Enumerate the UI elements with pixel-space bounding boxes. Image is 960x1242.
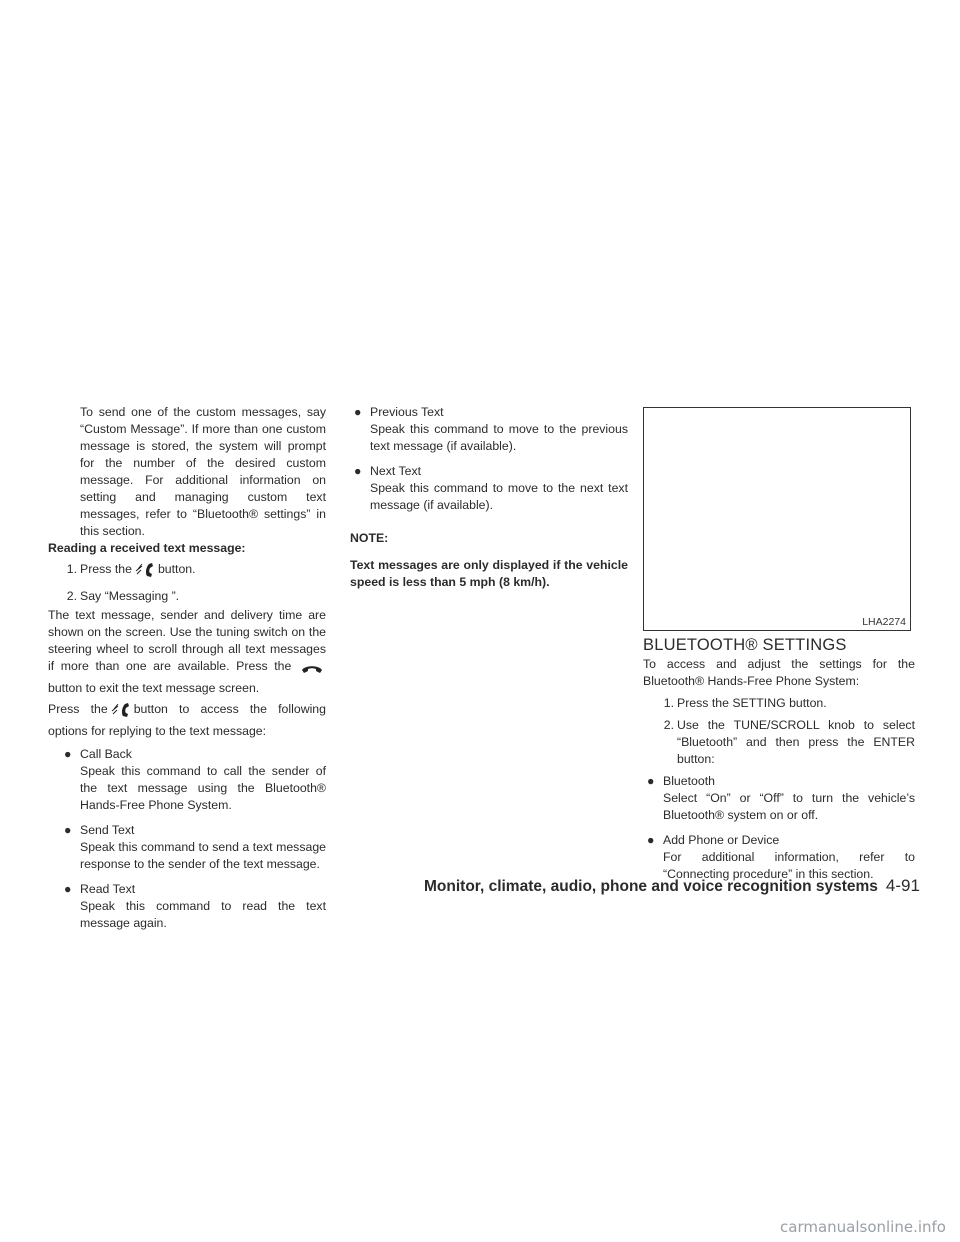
step-text: Press the SETTING button. bbox=[677, 696, 827, 710]
reading-heading: Reading a received text message: bbox=[48, 541, 246, 555]
bullet-body bbox=[80, 746, 326, 814]
message-screen-paragraph bbox=[48, 607, 326, 697]
bullet-icon: ● bbox=[64, 882, 72, 896]
footer-section-title: Monitor, climate, audio, phone and voice recognition systems bbox=[424, 878, 878, 895]
reply-options-list bbox=[48, 746, 326, 932]
settings-intro: To access and adjust the settings for the Bluetooth® Hands-Free Phone System: bbox=[643, 657, 915, 688]
list-item-send-text bbox=[60, 822, 326, 873]
bullet-icon: ● bbox=[64, 747, 72, 761]
settings-step-1 bbox=[643, 695, 915, 712]
bullet-text: Select “On” or “Off” to turn the vehicle’s Bluetooth® system on or off. bbox=[663, 791, 915, 822]
list-item-next-text bbox=[350, 463, 628, 514]
step-number: 2. bbox=[663, 718, 674, 732]
bullet-icon: ● bbox=[647, 833, 655, 847]
list-item-previous-text bbox=[350, 404, 628, 455]
para2-pre: Press the bbox=[48, 702, 108, 716]
bullet-icon: ● bbox=[354, 405, 362, 419]
bullet-text: Speak this command to send a text message response to the sender of the text message. bbox=[80, 840, 326, 871]
navigation-options-list bbox=[350, 404, 628, 514]
step-text bbox=[80, 561, 196, 583]
settings-step-2 bbox=[643, 717, 915, 768]
bullet-body bbox=[370, 404, 628, 455]
step-number: 1. bbox=[66, 562, 77, 576]
note-heading: NOTE: bbox=[350, 531, 389, 545]
step-number: 2. bbox=[66, 589, 77, 603]
section-heading: BLUETOOTH® SETTINGS bbox=[643, 636, 847, 654]
bullet-body bbox=[80, 822, 326, 873]
bullet-text: Speak this command to read the text message again. bbox=[80, 899, 326, 930]
reading-step-2 bbox=[48, 588, 326, 605]
bullet-title: Read Text bbox=[80, 882, 136, 896]
figure-frame bbox=[643, 407, 911, 631]
custom-message-paragraph: To send one of the custom messages, say “Custom Message”. If more than one custom message is stored, the system will prompt for the number of the desired custom message. For additional information on setting and managing custom text messages, refer to “Bluetooth® settings” in this section. bbox=[80, 405, 326, 538]
bullet-title: Bluetooth bbox=[663, 774, 715, 788]
note-text: Text messages are only displayed if the vehicle speed is less than 5 mph (8 km/h). bbox=[350, 558, 628, 589]
phone-talk-icon bbox=[111, 702, 131, 723]
bullet-text: For additional information, refer to “Connecting procedure” in this section. bbox=[663, 850, 915, 881]
list-item-call-back bbox=[60, 746, 326, 814]
bullet-body bbox=[80, 881, 326, 932]
page-footer bbox=[424, 876, 920, 896]
phone-hangup-icon bbox=[301, 663, 323, 680]
middle-column bbox=[350, 404, 628, 591]
bullet-text: Speak this command to call the sender of the text message using the Bluetooth® Hands-Free Phone System. bbox=[80, 764, 326, 812]
para1-post: button to exit the text message screen. bbox=[48, 681, 260, 695]
para1-text: The text message, sender and delivery time are shown on the screen. Use the tuning switch on the steering wheel to scroll through all text messages if more than one are available. Press the bbox=[48, 608, 326, 673]
bullet-title: Next Text bbox=[370, 464, 422, 478]
reading-step-1 bbox=[48, 561, 326, 583]
bullet-title: Previous Text bbox=[370, 405, 444, 419]
watermark: carmanualsonline.info bbox=[780, 1218, 946, 1236]
step-text: Say “Messaging ”. bbox=[80, 589, 180, 603]
left-column bbox=[48, 404, 326, 940]
step1-pre: Press the bbox=[80, 562, 132, 576]
bullet-icon: ● bbox=[647, 774, 655, 788]
bullet-title: Add Phone or Device bbox=[663, 833, 780, 847]
step1-post: button. bbox=[157, 562, 196, 576]
page-number: 4-91 bbox=[885, 876, 920, 895]
list-item-read-text bbox=[60, 881, 326, 932]
reply-options-paragraph bbox=[48, 701, 326, 740]
bullet-text: Speak this command to move to the previous text message (if available). bbox=[370, 422, 628, 453]
bullet-title: Call Back bbox=[80, 747, 132, 761]
phone-talk-icon bbox=[135, 562, 155, 583]
step-text: Use the TUNE/SCROLL knob to select “Bluetooth” and then press the ENTER button: bbox=[677, 718, 915, 766]
right-column bbox=[643, 656, 915, 891]
list-item-bluetooth bbox=[643, 773, 915, 824]
para2-post: button to access the following options for replying to the text message: bbox=[48, 702, 326, 738]
figure-label: LHA2274 bbox=[862, 616, 906, 628]
bullet-text: Speak this command to move to the next text message (if available). bbox=[370, 481, 628, 512]
bullet-body bbox=[370, 463, 628, 514]
bullet-icon: ● bbox=[354, 464, 362, 478]
settings-options-list bbox=[643, 773, 915, 883]
bullet-title: Send Text bbox=[80, 823, 135, 837]
step-number: 1. bbox=[663, 696, 674, 710]
bullet-icon: ● bbox=[64, 823, 72, 837]
bullet-body bbox=[663, 773, 915, 824]
